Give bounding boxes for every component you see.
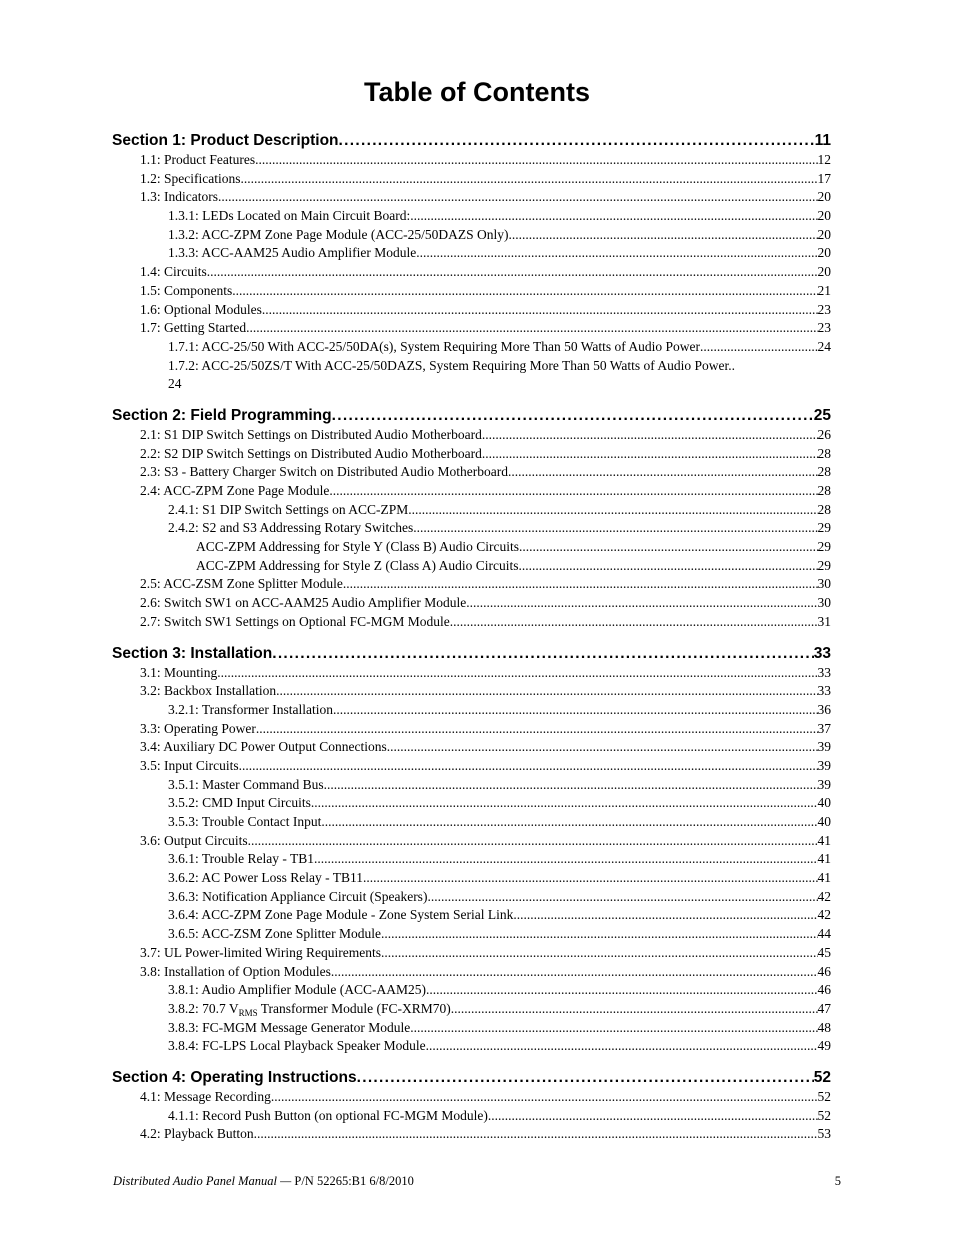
toc-entry-text: 3.5.1: Master Command Bus <box>168 776 324 792</box>
toc-entry-title <box>140 963 331 982</box>
toc-entry-title <box>168 981 426 1000</box>
footer-document-info <box>113 1173 414 1189</box>
toc-entry[interactable] <box>112 338 831 357</box>
toc-page-number: 20 <box>817 245 831 261</box>
toc-entry[interactable] <box>112 263 831 282</box>
toc-page-number: 21 <box>817 282 831 298</box>
toc-entry-text: 1.7: Getting Started <box>140 320 247 336</box>
toc-page-number: 36 <box>817 701 831 717</box>
toc-entry-text: 3.7: UL Power-limited Wiring Requirements <box>140 944 382 960</box>
dot-leader <box>387 738 818 757</box>
toc-entry-title <box>168 501 408 520</box>
toc-entry[interactable] <box>112 757 831 776</box>
toc-entry[interactable] <box>112 850 831 869</box>
toc-page-number: 20 <box>817 264 831 280</box>
toc-page-number: 39 <box>817 776 831 792</box>
toc-section-heading[interactable] <box>112 131 831 151</box>
dot-leader <box>339 131 815 151</box>
toc-entry-text: 3.6.1: Trouble Relay - TB1 <box>168 851 315 867</box>
toc-entry[interactable] <box>112 357 831 394</box>
toc-section-heading[interactable] <box>112 406 831 426</box>
toc-entry-text: 3.8.4: FC-LPS Local Playback Speaker Module <box>168 1038 426 1054</box>
toc-entry-title <box>168 1037 426 1056</box>
dot-leader <box>343 575 818 594</box>
toc-entry-title <box>168 519 413 538</box>
toc-entry[interactable] <box>112 794 831 813</box>
toc-page-number: 52 <box>817 1107 831 1123</box>
dot-leader <box>217 664 817 683</box>
toc-entry[interactable] <box>112 226 831 245</box>
toc-entry[interactable] <box>112 282 831 301</box>
toc-entry-title <box>140 188 218 207</box>
toc-page-number: 33 <box>817 683 831 699</box>
toc-entry-text: 1.2: Specifications <box>140 170 241 186</box>
toc-page-number: 30 <box>817 595 831 611</box>
toc-entry-text: 3.1: Mounting <box>140 664 218 680</box>
toc-entry-title <box>168 1019 410 1038</box>
toc-entry-text: 1.1: Product Features <box>140 152 256 167</box>
toc-page-number: 20 <box>817 189 831 205</box>
toc-entry-title <box>168 207 410 226</box>
dot-leader <box>276 682 817 701</box>
toc-page-number: 24 <box>168 376 182 392</box>
toc-entry[interactable] <box>112 613 831 632</box>
toc-entry-text: 3.5.3: Trouble Contact Input <box>168 814 322 830</box>
toc-entry-text: 3.8: Installation of Option Modules <box>140 963 331 979</box>
dot-leader <box>232 282 817 301</box>
toc-entry-title <box>140 263 207 282</box>
toc-entry[interactable] <box>112 813 831 832</box>
dot-leader <box>255 151 817 170</box>
toc-entry-text: 3.5: Input Circuits <box>140 757 239 773</box>
toc-entry-title <box>168 776 324 795</box>
toc-entry[interactable] <box>112 981 831 1000</box>
toc-entry[interactable] <box>112 776 831 795</box>
toc-entry[interactable] <box>112 207 831 226</box>
toc-entry-text: 1.4: Circuits <box>140 264 207 280</box>
toc-entry[interactable] <box>112 426 831 445</box>
toc-page-number: 20 <box>817 226 831 242</box>
toc-entry[interactable] <box>112 906 831 925</box>
toc-page-number: 48 <box>817 1019 831 1035</box>
dot-leader <box>488 1107 818 1126</box>
dot-leader <box>482 445 818 464</box>
toc-entry-text: 2.5: ACC-ZSM Zone Splitter Module <box>140 576 343 592</box>
toc-entry-text: 3.6: Output Circuits <box>140 832 248 848</box>
toc-page-number: 40 <box>817 814 831 830</box>
toc-page-number: 46 <box>817 963 831 979</box>
dot-leader <box>239 757 818 776</box>
toc-entry-text: 3.6.2: AC Power Loss Relay - TB11 <box>168 870 363 886</box>
toc-page-number: 23 <box>817 320 831 336</box>
toc-entry-subscript: RMS <box>238 1007 258 1018</box>
toc-page-number: 29 <box>817 520 831 536</box>
dot-leader <box>416 244 817 263</box>
dot-leader <box>333 701 818 720</box>
toc-entry-title <box>140 757 239 776</box>
toc-entry[interactable] <box>112 869 831 888</box>
toc-page-number: 25 <box>813 406 831 424</box>
dot-leader <box>357 1068 814 1088</box>
toc-entry-title <box>168 701 333 720</box>
toc-page-number: 28 <box>817 483 831 499</box>
footer-page-number: 5 <box>834 1174 841 1188</box>
toc-page-number: 39 <box>817 739 831 755</box>
toc-entry-title <box>140 738 387 757</box>
toc-entry[interactable] <box>112 575 831 594</box>
dot-leader <box>321 813 817 832</box>
dot-leader <box>508 463 818 482</box>
dot-leader <box>381 944 817 963</box>
dot-leader <box>410 1019 817 1038</box>
toc-page-number: 29 <box>817 557 831 573</box>
toc-page-number: 42 <box>817 907 831 923</box>
toc-entry-text: 3.8.2: 70.7 V <box>168 1000 239 1016</box>
toc-entry[interactable] <box>112 944 831 963</box>
toc-page-number: 46 <box>817 982 831 998</box>
toc-entry[interactable] <box>112 319 831 338</box>
dot-leader <box>324 776 818 795</box>
toc-entry-title <box>140 282 232 301</box>
toc-page-number: 52 <box>813 1068 831 1086</box>
dot-leader <box>410 207 817 226</box>
toc-page-number: 44 <box>817 926 831 942</box>
toc-entry[interactable] <box>112 170 831 189</box>
toc-entry-title <box>140 482 329 501</box>
toc-entry-text: 3.3: Operating Power <box>140 720 256 736</box>
toc-entry[interactable] <box>112 738 831 757</box>
toc-entry-text: 1.3: Indicators <box>140 189 218 205</box>
toc-entry[interactable] <box>112 1037 831 1056</box>
toc-entry-title <box>140 301 262 320</box>
toc-entry[interactable] <box>112 519 831 538</box>
toc-entry-title <box>140 1125 254 1144</box>
toc-page-number: 33 <box>813 644 831 662</box>
toc-entry-title <box>140 664 217 683</box>
toc-entry-text: 4.1: Message Recording <box>140 1088 271 1104</box>
toc-entry-text: 2.3: S3 - Battery Charger Switch on Distributed Audio Motherboard <box>140 464 508 480</box>
dot-leader <box>513 906 817 925</box>
toc-entry-title <box>140 944 381 963</box>
toc-entry-text: 3.8.3: FC-MGM Message Generator Module <box>168 1019 411 1035</box>
toc-entry[interactable] <box>112 557 831 576</box>
toc-section-heading[interactable] <box>112 1068 831 1088</box>
toc-entry[interactable] <box>112 301 831 320</box>
toc-entry[interactable] <box>112 664 831 683</box>
dot-leader <box>311 794 818 813</box>
toc-entry-text: 2.7: Switch SW1 Settings on Optional FC-MGM Module <box>140 613 450 629</box>
toc-page-number: 45 <box>817 944 831 960</box>
footer-separator: — <box>277 1174 295 1188</box>
dot-leader <box>272 644 814 664</box>
toc-section-title: Section 4: Operating Instructions <box>112 1068 357 1086</box>
toc-section-title: Section 3: Installation <box>112 644 273 662</box>
toc-entry-title <box>196 538 519 557</box>
toc-entry[interactable] <box>112 463 831 482</box>
toc-entry-text: Transformer Module (FC-XRM70) <box>257 1000 451 1016</box>
toc-entry-title <box>140 170 240 189</box>
dot-leader <box>466 594 817 613</box>
toc-entry[interactable] <box>112 963 831 982</box>
toc-entry-text: 3.5.2: CMD Input Circuits <box>168 795 311 811</box>
toc-entry-title <box>196 557 519 576</box>
toc-entry-title <box>140 720 256 739</box>
toc-page-number: 53 <box>817 1126 831 1142</box>
dot-leader <box>408 501 817 520</box>
toc-page-number: 30 <box>817 576 831 592</box>
toc-entry-text: 1.6: Optional Modules <box>140 301 262 317</box>
toc-entry-text: 1.3.3: ACC-AAM25 Audio Amplifier Module <box>168 245 417 261</box>
dot-leader <box>329 482 817 501</box>
toc-entry[interactable] <box>112 151 831 170</box>
toc-entry-text: 2.4.2: S2 and S3 Addressing Rotary Switches <box>168 520 414 536</box>
footer-manual-title: Distributed Audio Panel Manual <box>113 1174 277 1188</box>
toc-page-number: 41 <box>817 832 831 848</box>
toc-entry-title <box>140 445 482 464</box>
toc-page-number: 28 <box>817 464 831 480</box>
toc-page-number: 11 <box>814 132 831 149</box>
toc-page-number: 17 <box>817 170 831 186</box>
dot-leader <box>700 338 818 357</box>
toc-entry-title <box>168 226 509 245</box>
toc-entry-title <box>140 1088 271 1107</box>
toc-entry-text: 3.6.3: Notification Appliance Circuit (Speakers) <box>168 888 428 904</box>
toc-entry-title <box>168 794 311 813</box>
toc-page-number: 28 <box>817 501 831 517</box>
dot-leader <box>413 519 817 538</box>
toc-entry-text: 3.6.4: ACC-ZPM Zone Page Module - Zone System Serial Link <box>168 907 514 923</box>
toc-entry-title <box>140 682 276 701</box>
toc-entry[interactable] <box>112 1000 831 1019</box>
toc-page-number: 31 <box>817 613 831 629</box>
toc-entry-text: 2.1: S1 DIP Switch Settings on Distributed Audio Motherboard <box>140 426 482 442</box>
toc-entry-text: 2.6: Switch SW1 on ACC-AAM25 Audio Amplifier Module <box>140 595 467 611</box>
page-title: Table of Contents <box>364 77 590 107</box>
toc-entry[interactable] <box>112 701 831 720</box>
toc-page-number: 28 <box>817 445 831 461</box>
toc-entry-text: 1.5: Components <box>140 282 233 298</box>
toc-entry-title: 1.7.2: ACC-25/50ZS/T With ACC-25/50DAZS, System Requiring More Than 50 Watts of Audio Power.. <box>168 357 736 373</box>
toc-entry-title <box>140 463 508 482</box>
dot-leader <box>509 226 818 245</box>
toc-page-number: 40 <box>817 795 831 811</box>
dot-leader <box>207 263 818 282</box>
dot-leader <box>248 832 818 851</box>
toc-page-number: 12 <box>817 152 831 167</box>
toc-entry-title <box>168 925 381 944</box>
toc-section-title: Section 1: Product Description <box>112 132 339 149</box>
toc-page-number: 49 <box>817 1038 831 1054</box>
toc-entry[interactable] <box>112 1125 831 1144</box>
toc-entry-title <box>168 869 363 888</box>
dot-leader <box>332 406 814 426</box>
dot-leader <box>331 963 818 982</box>
toc-entry-title <box>168 244 416 263</box>
dot-leader <box>256 720 818 739</box>
dot-leader <box>426 981 818 1000</box>
toc-entry-text: 3.4: Auxiliary DC Power Output Connections <box>140 739 387 755</box>
toc-page-number: 47 <box>817 1000 831 1016</box>
toc-entry-title <box>168 813 321 832</box>
toc-page-number: 23 <box>817 301 831 317</box>
toc-page-number: 41 <box>817 870 831 886</box>
toc-entry[interactable] <box>112 682 831 701</box>
toc-entry-title <box>140 319 246 338</box>
dot-leader <box>519 557 818 576</box>
dot-leader <box>426 1037 818 1056</box>
toc-page-number: 26 <box>817 426 831 442</box>
toc-entry[interactable] <box>112 1088 831 1107</box>
toc-entry-text: ACC-ZPM Addressing for Style Z (Class A) Audio Circuits <box>196 557 519 573</box>
toc-entry-text: 3.2: Backbox Installation <box>140 683 277 699</box>
toc-section-heading[interactable] <box>112 644 831 664</box>
toc-entry-text: 3.6.5: ACC-ZSM Zone Splitter Module <box>168 926 382 942</box>
toc-entry[interactable] <box>112 188 831 207</box>
toc-entry-title <box>140 832 248 851</box>
toc-entry-title <box>168 1107 488 1126</box>
toc-entry[interactable] <box>112 888 831 907</box>
dot-leader <box>482 426 818 445</box>
dot-leader <box>246 319 817 338</box>
toc-entry-text: 2.2: S2 DIP Switch Settings on Distributed Audio Motherboard <box>140 445 482 461</box>
toc-entry[interactable] <box>112 720 831 739</box>
toc-page-number: 41 <box>817 851 831 867</box>
toc-page-number: 52 <box>817 1088 831 1104</box>
toc-entry[interactable] <box>112 501 831 520</box>
toc-page-number: 39 <box>817 757 831 773</box>
toc-entry-title <box>140 613 450 632</box>
dot-leader <box>240 170 817 189</box>
dot-leader <box>254 1125 818 1144</box>
toc-entry[interactable] <box>112 445 831 464</box>
dot-leader <box>262 301 818 320</box>
toc-entry-text: 4.2: Playback Button <box>140 1126 254 1142</box>
toc-entry-text: 3.8.1: Audio Amplifier Module (ACC-AAM25) <box>168 982 426 998</box>
toc-entry[interactable] <box>112 538 831 557</box>
toc-page-number: 29 <box>817 539 831 555</box>
toc-section-title: Section 2: Field Programming <box>112 406 332 424</box>
toc-entry-text: 4.1.1: Record Push Button (on optional FC-MGM Module) <box>168 1107 488 1123</box>
toc-entry-title <box>168 850 314 869</box>
toc-entry-title <box>140 426 482 445</box>
toc-entry[interactable] <box>112 244 831 263</box>
toc-entry[interactable] <box>112 594 831 613</box>
toc-entry-title <box>140 594 466 613</box>
toc-page-number: 37 <box>817 720 831 736</box>
toc-entry[interactable] <box>112 1019 831 1038</box>
dot-leader <box>451 1000 818 1019</box>
toc-entry-text: 1.3.2: ACC-ZPM Zone Page Module (ACC-25/50DAZS Only) <box>168 226 509 242</box>
toc-page-number: 24 <box>817 338 831 354</box>
dot-leader <box>427 888 817 907</box>
table-of-contents <box>112 131 831 1144</box>
toc-entry[interactable] <box>112 832 831 851</box>
toc-entry[interactable] <box>112 925 831 944</box>
toc-entry-text: ACC-ZPM Addressing for Style Y (Class B) Audio Circuits <box>196 539 520 555</box>
toc-page-number: 20 <box>817 208 831 224</box>
toc-entry-text: 1.3.1: LEDs Located on Main Circuit Board: <box>168 208 411 224</box>
dot-leader <box>363 869 818 888</box>
toc-entry-title <box>140 151 255 170</box>
toc-page-number: 33 <box>817 664 831 680</box>
footer-part-number: P/N 52265:B1 6/8/2010 <box>294 1174 414 1188</box>
toc-entry-text: 2.4: ACC-ZPM Zone Page Module <box>140 483 330 499</box>
dot-leader <box>381 925 817 944</box>
toc-entry-title <box>140 575 343 594</box>
toc-entry[interactable] <box>112 482 831 501</box>
toc-entry[interactable] <box>112 1107 831 1126</box>
dot-leader <box>519 538 817 557</box>
dot-leader <box>271 1088 818 1107</box>
toc-entry-title <box>168 1000 451 1019</box>
dot-leader <box>450 613 818 632</box>
toc-entry-title <box>168 888 427 907</box>
toc-entry-title <box>168 906 513 925</box>
toc-page-number: 42 <box>817 888 831 904</box>
toc-entry-text: 1.7.1: ACC-25/50 With ACC-25/50DA(s), System Requiring More Than 50 Watts of Audio Power <box>168 338 700 354</box>
toc-entry-title <box>168 338 700 357</box>
dot-leader <box>218 188 818 207</box>
dot-leader <box>314 850 817 869</box>
toc-entry-text: 3.2.1: Transformer Installation <box>168 701 333 717</box>
toc-entry-text: 2.4.1: S1 DIP Switch Settings on ACC-ZPM <box>168 501 409 517</box>
